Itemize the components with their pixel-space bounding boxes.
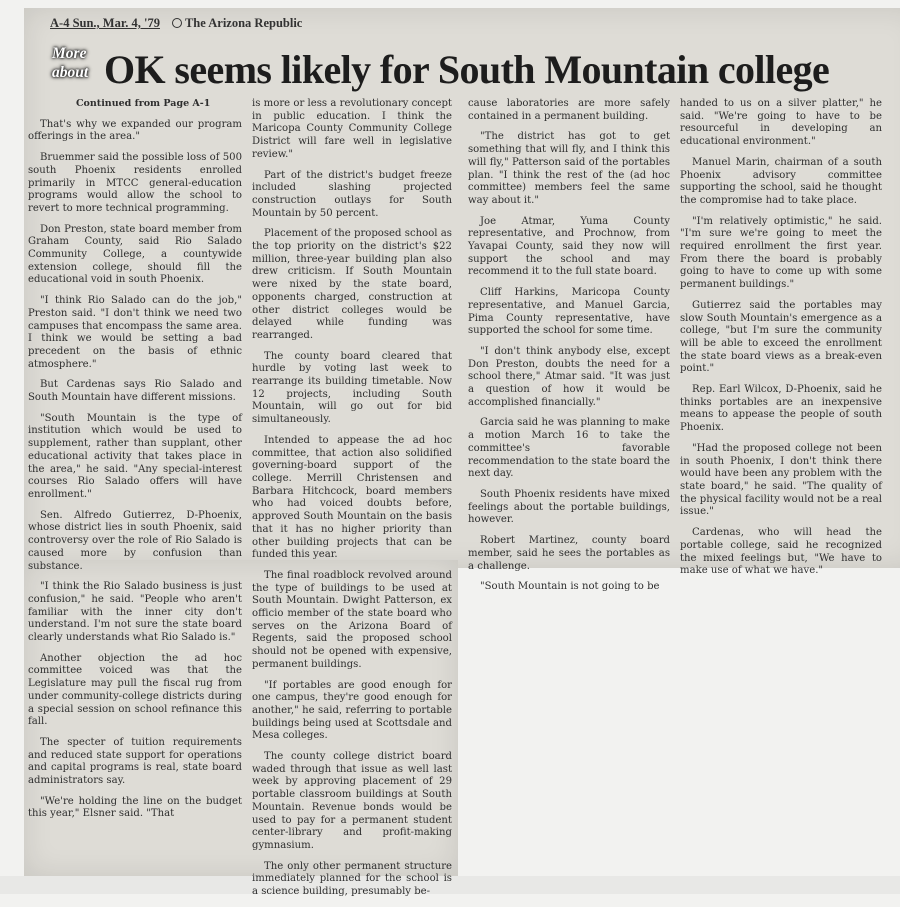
paragraph: The county college district board waded through that issue as well last week by approving placement of 29 portable classroom buildings at South Mountain. Revenue bonds would be used to pay for a permanent student center-library and profit-making gymnasium. — [252, 751, 452, 851]
paragraph: But Cardenas says Rio Salado and South Mountain have different missions. — [28, 379, 242, 404]
paragraph: "If portables are good enough for one campus, they're good enough for another," he said, referring to portable buildings being used at Scottsdale and Mesa colleges. — [252, 679, 452, 742]
paragraph: "I don't think anybody else, except Don Preston, doubts the need for a school there," Atmar said. "It was just a question of how it would be accomplished financially." — [468, 345, 670, 408]
paragraph: The specter of tuition requirements and reduced state support for operations and capital programs is real, state board administrators say. — [28, 736, 242, 787]
bullet-circle-icon — [172, 18, 182, 28]
paragraph: Cliff Harkins, Maricopa County representative, and Manuel Garcia, Pima County representative, have supported the school for some time. — [468, 287, 670, 337]
paragraph: Rep. Earl Wilcox, D-Phoenix, said he thinks portables are an inexpensive means to appease the people of south Phoenix. — [680, 384, 882, 434]
paragraph: Robert Martinez, county board member, said he sees the portables as a challenge. — [468, 535, 670, 572]
paragraph: Sen. Alfredo Gutierrez, D-Phoenix, whose district lies in south Phoenix, said controversy over the role of Rio Salado is caused more by confusion than substance. — [28, 509, 242, 572]
article-column-3 — [468, 98, 670, 602]
kicker-more-about: More about — [52, 45, 89, 81]
paragraph: The only other permanent structure immediately planned for the school is a science building, presumably be- — [252, 860, 452, 898]
article-column-2 — [252, 98, 452, 907]
paragraph: "South Mountain is not going to be — [480, 581, 660, 593]
article-column-4 — [680, 98, 882, 586]
paragraph: cause laboratories are more safely contained in a permanent building. — [468, 98, 670, 122]
paragraph: Intended to appease the ad hoc committee, that action also solidified governing-board support of the college. Merrill Christensen and Barbara Hitchcock, board members who had voiced doubts before, approved South Mountain on the basis that it has no higher priority than other building projects that can be funded this year. — [252, 434, 452, 561]
continued-note: Continued from Page A-1 — [76, 98, 211, 109]
paragraph: "I think Rio Salado can do the job," Preston said. "I don't think we need two campuses that encompass the same area. I think we would be setting a bad precedent on the basis of ethnic atmosphere." — [28, 295, 242, 370]
issue-date: A-4 Sun., Mar. 4, '79 — [50, 16, 160, 30]
paragraph: Manuel Marin, chairman of a south Phoenix advisory committee supporting the school, said he thought the compromise had to take place. — [680, 156, 882, 206]
paragraph: The county board cleared that hurdle by voting last week to rearrange its building timetable. Now 12 projects, including South Mountain, will go out for bid simultaneously. — [252, 350, 452, 426]
paragraph: Placement of the proposed school as the top priority on the district's $22 million, three-year building plan also drew criticism. If South Mountain were nixed by the state board, opponents charged, construction at other district colleges would be delayed while funding was rearranged. — [252, 228, 452, 341]
paragraph: Bruemmer said the possible loss of 500 south Phoenix residents enrolled primarily in MTCC general-education programs would allow the school to revert to more technical programming. — [28, 152, 242, 214]
paragraph: handed to us on a silver platter," he said. "We're going to have to be resourceful in developing an educational environment." — [680, 98, 882, 148]
paragraph: "I'm relatively optimistic," he said. "I'm sure we're going to meet the required enrollment the first year. From there the board is probably going to have to come up with some permanent buildings." — [680, 215, 882, 291]
headline: OK seems likely for South Mountain college — [104, 47, 830, 92]
paragraph: Part of the district's budget freeze included slashing projected construction outlays for South Mountain by 50 percent. — [252, 169, 452, 219]
paragraph: "We're holding the line on the budget this year," Elsner said. "That — [28, 795, 242, 820]
article-column-1 — [28, 98, 242, 829]
paper-name: The Arizona Republic — [184, 16, 303, 30]
paragraph: South Phoenix residents have mixed feelings about the portable buildings, however. — [468, 488, 670, 526]
paragraph: Don Preston, state board member from Graham County, said Rio Salado Community College, a countywide extension college, should fill the educational void in south Phoenix. — [28, 223, 242, 286]
paragraph: Garcia said he was planning to make a motion March 16 to take the committee's favorable recommendation to the state board the next day. — [468, 417, 670, 480]
paragraph: That's why we expanded our program offerings in the area." — [28, 118, 242, 143]
paragraph: Joe Atmar, Yuma County representative, and Prochnow, from Yavapai County, said they now will support the school and may recommend it to the full state board. — [468, 215, 670, 278]
paragraph: "Had the proposed college not been in south Phoenix, I don't think there would have been any problem with the state board," he said. "The quality of the physical facility would not be a real issue." — [680, 442, 882, 518]
paragraph: The final roadblock revolved around the type of buildings to be used at South Mountain. Dwight Patterson, ex officio member of the state board who serves on the Arizona Board of Regents, said the proposed school should not be opened with expensive, permanent buildings. — [252, 569, 452, 670]
paragraph: Gutierrez said the portables may slow South Mountain's emergence as a college, "but I'm sure the community will be able to exceed the enrollment the state board views as a break-even point." — [680, 299, 882, 375]
dateline — [50, 16, 302, 31]
paragraph: "The district has got to get something that will fly, and I think this will fly," Patterson said of the portables plan. "I think the rest of the (ad hoc committee) members feel the same way about it." — [468, 131, 670, 206]
paragraph: is more or less a revolutionary concept in public education. I think the Maricopa County Community College District will fare well in legislative review." — [252, 98, 452, 160]
paragraph: "South Mountain is the type of institution which would be used to supplement, rather than supplant, other educational activity that takes place in the area," he said. "Any special-interest courses Rio Salado offers will have enrollment." — [28, 412, 242, 500]
paragraph: Another objection the ad hoc committee voiced was that the Legislature may pull the fiscal rug from under community-college districts during a special session on school refinance this fall. — [28, 652, 242, 728]
paragraph: "I think the Rio Salado business is just confusion," he said. "People who aren't familiar with the inner city don't understand. I'm not sure the state board clearly understands what Rio Salado is." — [28, 581, 242, 644]
paragraph: Cardenas, who will head the portable college, said he recognized the mixed feelings but, "We have to make use of what we have." — [680, 527, 882, 577]
